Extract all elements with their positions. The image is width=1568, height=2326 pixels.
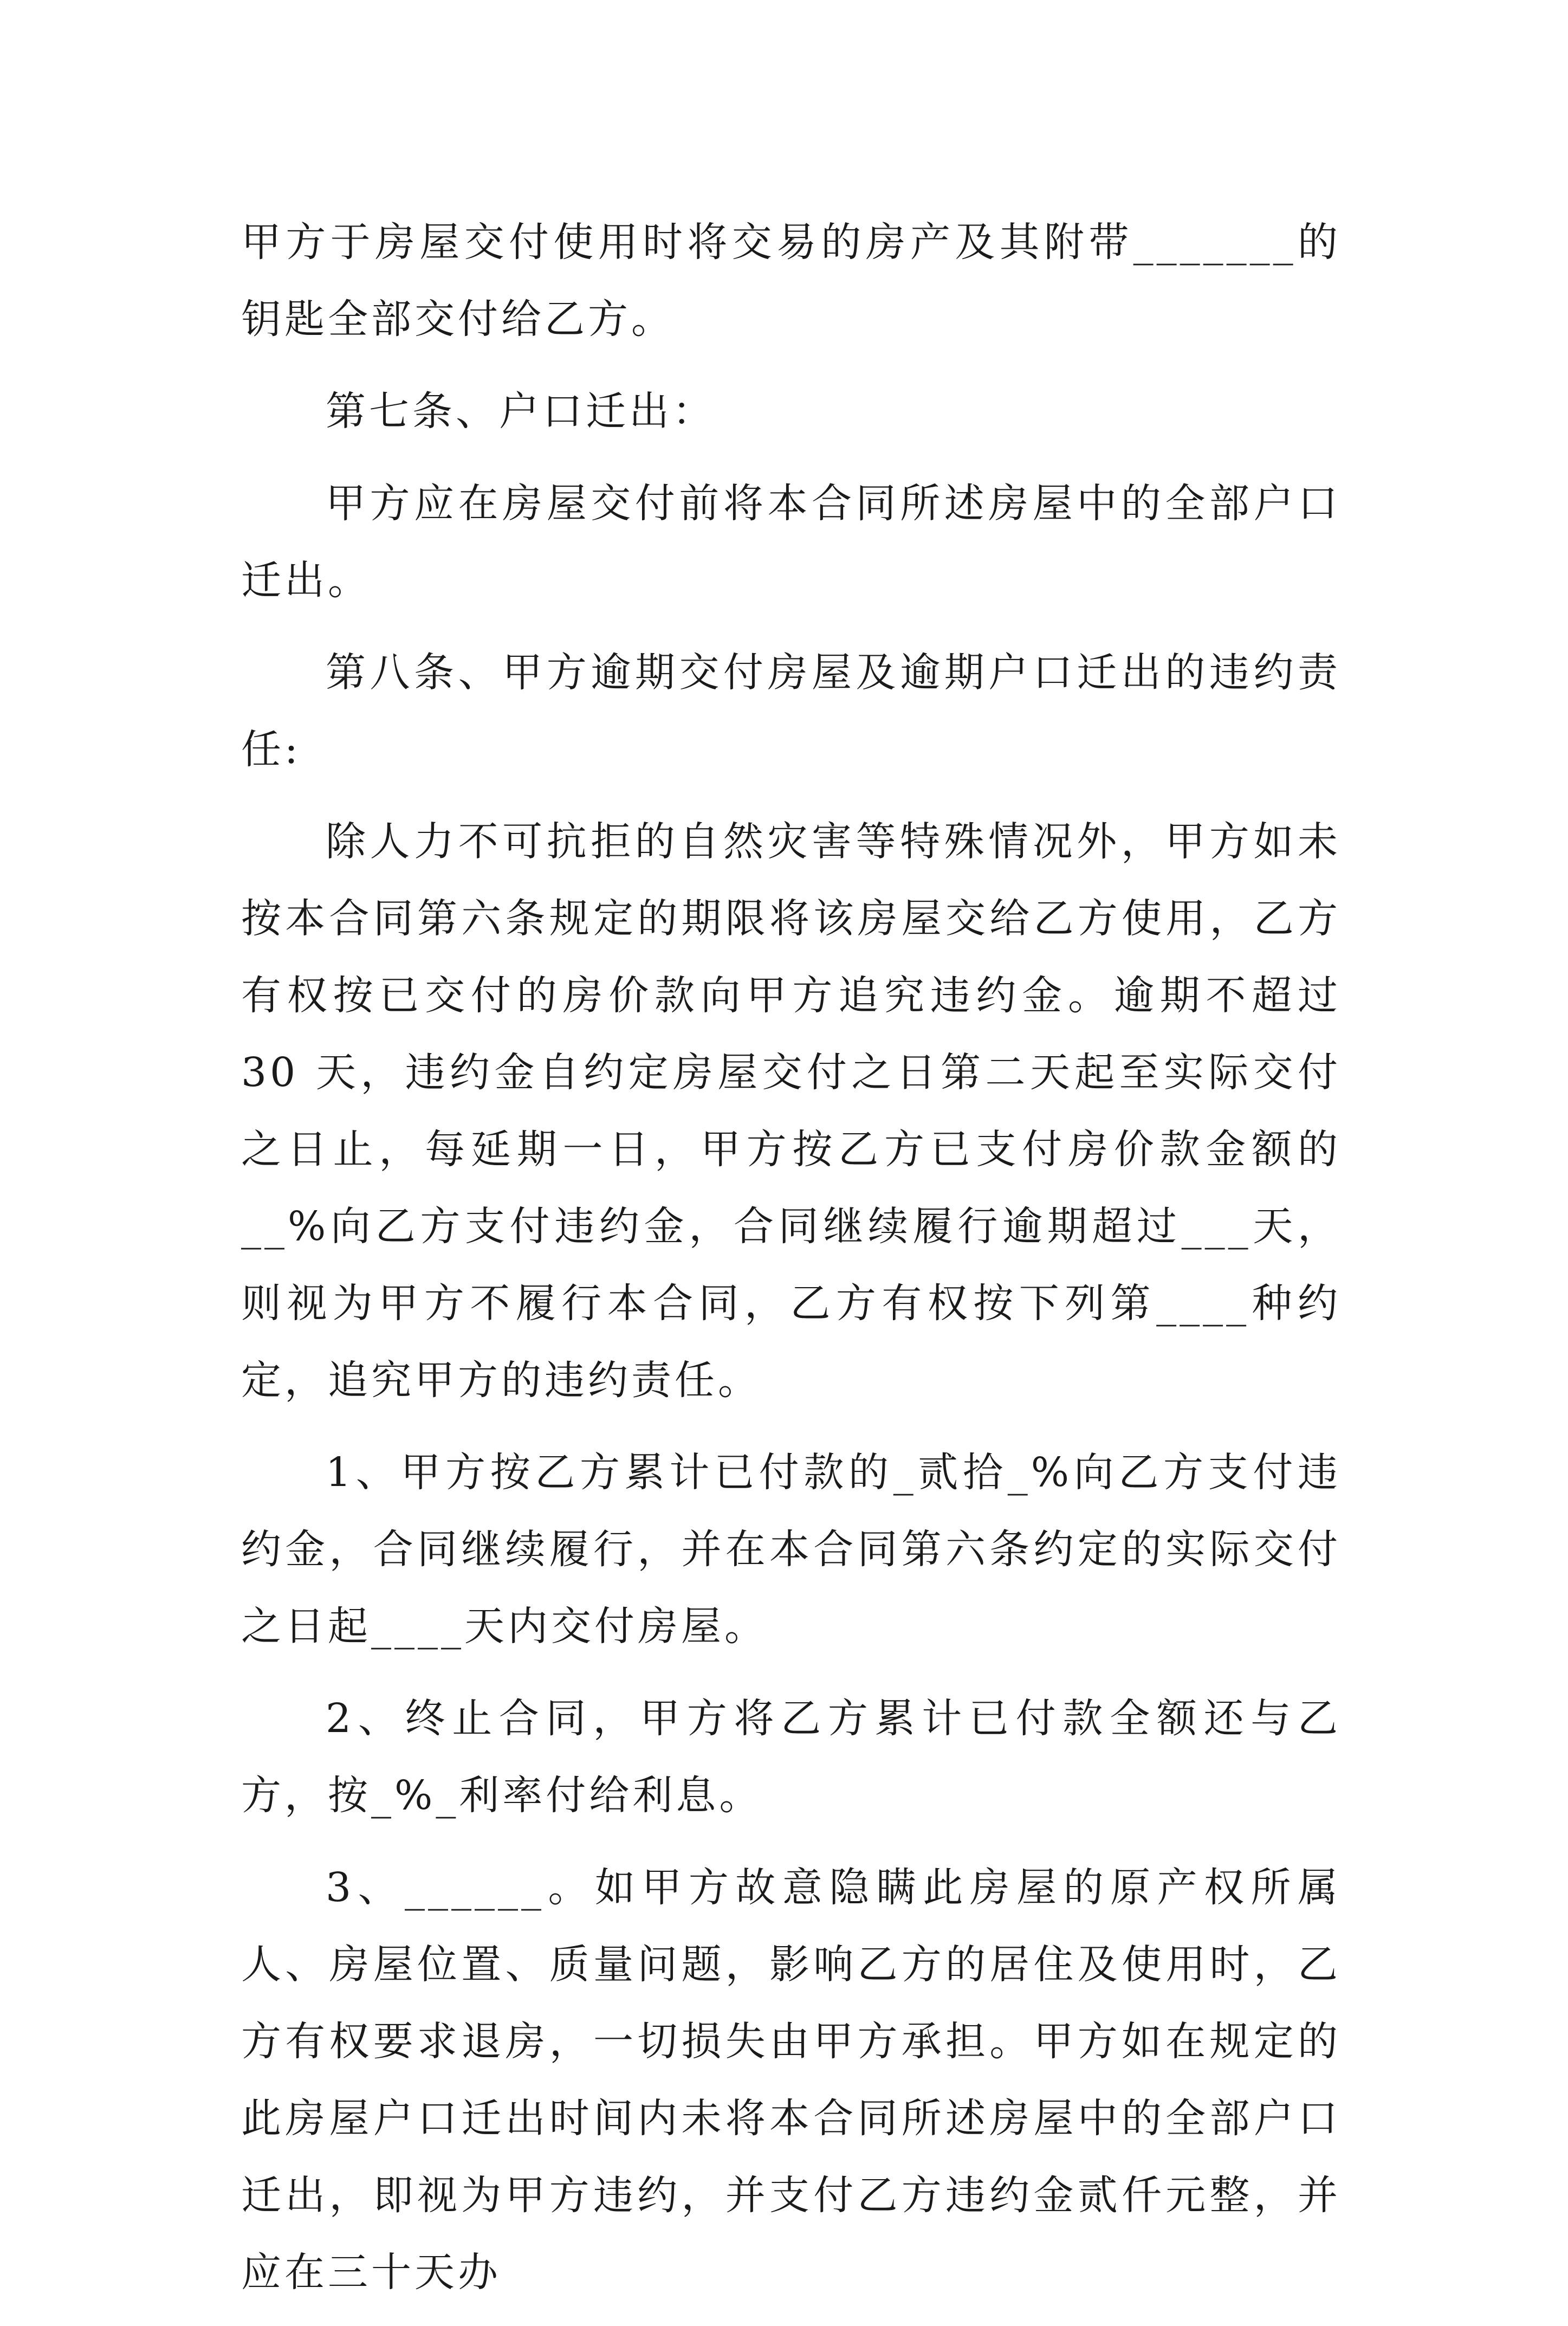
paragraph-option-1: 1、甲方按乙方累计已付款的_贰拾_%向乙方支付违约金，合同继续履行，并在本合同第六条约定的实际交付之日起____天内交付房屋。 [241,1449,1341,1650]
paragraph-option-2: 2、终止合同，甲方将乙方累计已付款全额还与乙方，按_%_利率付给利息。 [241,1695,1341,1819]
document-body [241,204,1341,2326]
paragraph-breach-liability: 除人力不可抗拒的自然灾害等特殊情况外，甲方如未按本合同第六条规定的期限将该房屋交给乙方使用，乙方有权按已交付的房价款向甲方追究违约金。逾期不超过 30 天，违约金自约定房屋交付之日第二天起至实际交付之日止，每延期一日，甲方按乙方已支付房价款金额的__%向乙方支付违约金，合同继续履行逾期超过___天，则视为甲方不履行本合同，乙方有权按下列第____种约定，追究甲方的违约责任。 [241,818,1341,1404]
paragraph-option-3: 3、______。如甲方故意隐瞒此房屋的原产权所属人、房屋位置、质量问题，影响乙方的居住及使用时，乙方有权要求退房，一切损失由甲方承担。甲方如在规定的此房屋户口迁出时间内未将本合同所述房屋中的全部户口迁出，即视为甲方违约，并支付乙方违约金贰仟元整，并应在三十天办 [241,1864,1341,2296]
paragraph-key-handover: 甲方于房屋交付使用时将交易的房产及其附带_______的钥匙全部交付给乙方。 [241,219,1341,343]
paragraph-household-registration: 甲方应在房屋交付前将本合同所述房屋中的全部户口迁出。 [241,480,1341,604]
heading-article-7: 第七条、户口迁出： [326,388,716,435]
heading-article-8: 第八条、甲方逾期交付房屋及逾期户口迁出的违约责任: [241,649,1341,773]
